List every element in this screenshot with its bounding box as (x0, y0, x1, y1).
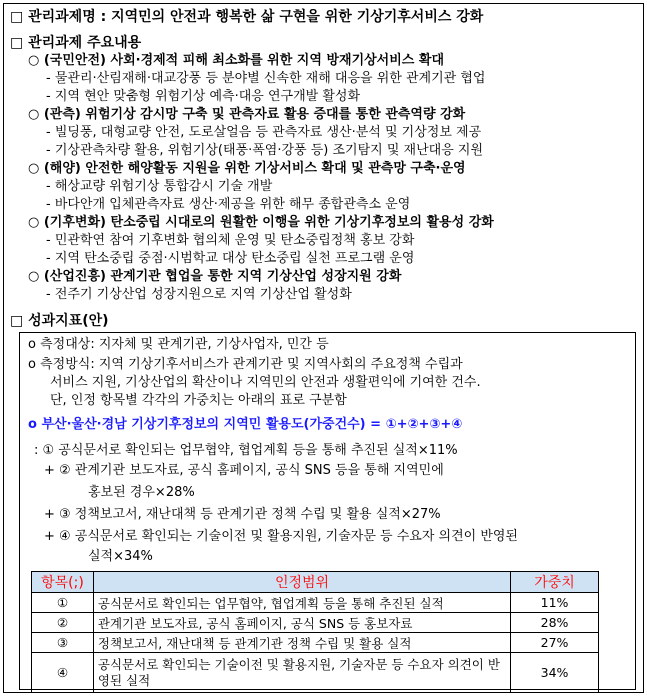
row-range: 공식문서로 확인되는 업무협약, 협업계획 등을 통해 추진된 실적 (93, 593, 510, 613)
row-range: 관계기관 보도자료, 공식 홈페이지, 공식 SNS 등 홍보자료 (93, 613, 510, 633)
row-number: ④ (32, 653, 94, 693)
header-range: 인정범위 (93, 572, 510, 593)
table-header-row (32, 572, 599, 593)
task-title: □ 관리과제명 : 지역민의 안전과 행복한 삶 구현을 위한 기상기후서비스 강화 (10, 9, 484, 25)
row-weight: 27% (511, 633, 599, 653)
item-2-sub-1: - 빌딩풍, 대형교량 안전, 도로살얼음 등 관측자료 생산·분석 및 기상정보 제공 (46, 125, 482, 140)
item-3-sub-2: - 바다안개 입체관측자료 생산·제공을 위한 해무 종합관측소 운영 (46, 197, 411, 212)
breakdown-2-cont: 홍보된 경우×28% (88, 485, 195, 500)
measure-method-2: 서비스 지원, 기상산업의 확산이나 지역민의 안전과 생활편익에 기여한 건수. (50, 375, 481, 390)
item-5-sub-1: - 전주기 기상산업 성장지원으로 지역 기상산업 활성화 (46, 287, 352, 302)
row-number: ③ (32, 633, 94, 653)
table-row (32, 613, 599, 633)
breakdown-3: + ③ 정책보고서, 재난대책 등 관계기관 정책 수립 및 활용 실적×27% (44, 507, 441, 522)
item-3-sub-1: - 해상교량 위험기상 통합감시 기술 개발 (46, 179, 273, 194)
item-4-sub-1: - 민관학연 참여 기후변화 협의체 운영 및 탄소중립정책 홍보 강화 (46, 233, 415, 248)
item-2-title: ○ (관측) 위험기상 감시망 구축 및 관측자료 활용 증대를 통한 관측역량 강화 (28, 107, 466, 122)
row-number: ② (32, 613, 94, 633)
measure-method-1: o 측정방식: 지역 기상기후서비스가 관계기관 및 지역사회의 주요정책 수립과 (28, 357, 463, 372)
item-3-title: ○ (해양) 안전한 해양활동 지원을 위한 기상서비스 확대 및 관측망 구축·운영 (28, 161, 466, 176)
item-4-title: ○ (기후변화) 탄소중립 시대로의 원활한 이행을 위한 기상기후정보의 활용성 강화 (28, 215, 494, 230)
breakdown-1: : ① 공식문서로 확인되는 업무협약, 협업계획 등을 통해 추진된 실적×11% (34, 443, 458, 458)
item-1-title: ○ (국민안전) 사회·경제적 피해 최소화를 위한 지역 방재기상서비스 확대 (28, 53, 444, 68)
item-1-sub-1: - 물관리·산림재해·대교강풍 등 분야별 신속한 재해 대응을 위한 관계기관 협업 (46, 71, 486, 86)
breakdown-2: + ② 관계기관 보도자료, 공식 홈페이지, 공식 SNS 등을 통해 지역민에 (44, 463, 444, 478)
table-row (32, 653, 599, 693)
row-number: ① (32, 593, 94, 613)
row-weight: 34% (511, 653, 599, 693)
breakdown-4: + ④ 공식문서로 확인되는 기술이전 및 활용지원, 기술자문 등 수요자 의견이 반영된 (44, 529, 518, 544)
contents-heading: □ 관리과제 주요내용 (10, 35, 142, 51)
item-1-sub-2: - 지역 현안 맞춤형 위험기상 예측·대응 연구개발 활성화 (46, 89, 361, 104)
breakdown-4-cont: 실적×34% (88, 549, 153, 564)
formula-line: o 부산·울산·경남 기상기후정보의 지역민 활용도(가중건수) = ①+②+③+④ (28, 417, 463, 432)
item-2-sub-2: - 기상관측차량 활용, 위험기상(태풍·폭염·강풍 등) 조기탐지 및 재난대응 지원 (46, 143, 484, 158)
row-weight: 28% (511, 613, 599, 633)
item-4-sub-2: - 지역 탄소중립 중점·시범학교 대상 탄소중립 실천 프로그램 운영 (46, 251, 415, 266)
table-row (32, 633, 599, 653)
row-range: 공식문서로 확인되는 기술이전 및 활용지원, 기술자문 등 수요자 의견이 반영된 실적 (93, 653, 510, 693)
weight-table (31, 571, 599, 693)
row-weight: 11% (511, 593, 599, 613)
item-5-title: ○ (산업진흥) 관계기관 협업을 통한 지역 기상산업 성장지원 강화 (28, 269, 402, 284)
measure-target: o 측정대상: 지자체 및 관계기관, 기상사업자, 민간 등 (28, 337, 329, 352)
header-item: 항목(;) (32, 572, 94, 593)
row-range: 정책보고서, 재난대책 등 관계기관 정책 수립 및 활용 실적 (93, 633, 510, 653)
measure-method-3: 단, 인정 항목별 각각의 가중치는 아래의 표로 구분함 (50, 393, 347, 408)
header-weight: 가중치 (511, 572, 599, 593)
indicators-heading: □ 성과지표(안) (10, 313, 109, 329)
table-row (32, 593, 599, 613)
